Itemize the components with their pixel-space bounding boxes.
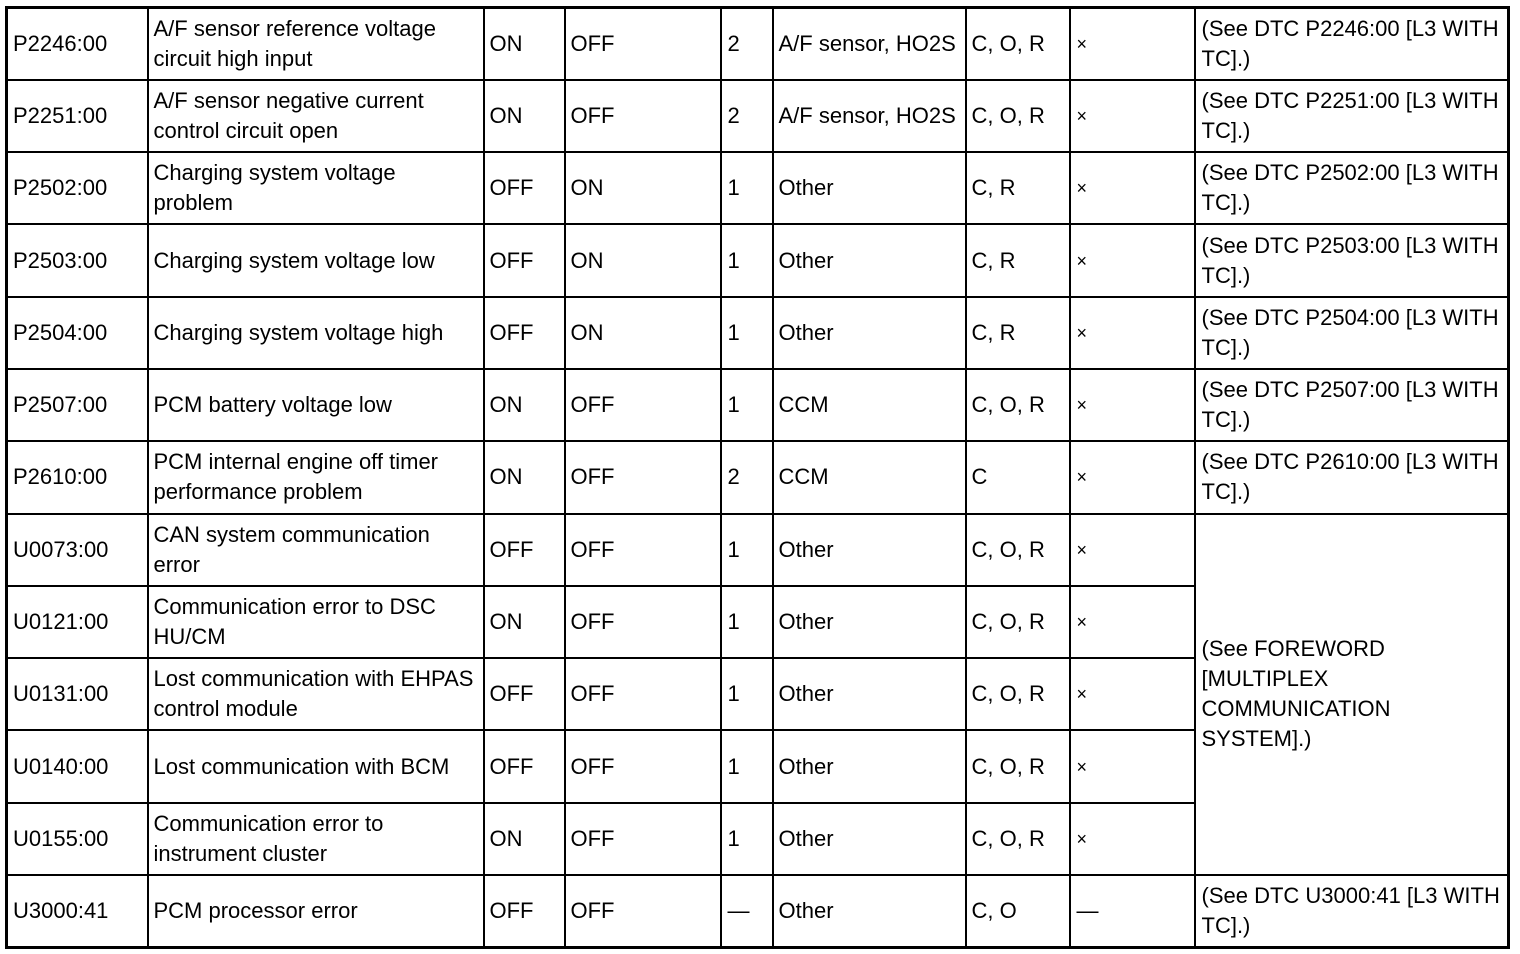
monitor-item: CCM [773,441,966,513]
dtc-description: Charging system voltage problem [148,152,484,224]
gen-status: OFF [565,441,721,513]
self-test-mark: × [1070,730,1195,802]
mil-status: OFF [484,730,565,802]
self-test-mark: — [1070,875,1195,947]
monitor-item: Other [773,586,966,658]
self-test-mark: × [1070,152,1195,224]
dtc-description: PCM processor error [148,875,484,947]
table-row [7,875,1509,947]
table-row [7,224,1509,296]
dtc-description: Charging system voltage low [148,224,484,296]
gen-status: OFF [565,875,721,947]
monitor-item: Other [773,730,966,802]
self-test-mark: × [1070,586,1195,658]
gen-status: ON [565,297,721,369]
dtc-description: Charging system voltage high [148,297,484,369]
table-row [7,369,1509,441]
memory-function: C, R [966,297,1070,369]
dtc-table [5,6,1510,949]
mil-status: OFF [484,297,565,369]
self-test-mark: × [1070,224,1195,296]
drive-cycle: 1 [721,152,773,224]
drive-cycle: — [721,875,773,947]
reference-page: (See DTC P2507:00 [L3 WITH TC].) [1195,369,1509,441]
dtc-code: U0073:00 [7,514,148,586]
gen-status: OFF [565,658,721,730]
mil-status: ON [484,803,565,875]
self-test-mark: × [1070,803,1195,875]
self-test-mark: × [1070,658,1195,730]
table-row [7,8,1509,80]
drive-cycle: 1 [721,224,773,296]
dtc-description: Lost communication with BCM [148,730,484,802]
reference-page: (See DTC U3000:41 [L3 WITH TC].) [1195,875,1509,947]
drive-cycle: 2 [721,8,773,80]
gen-status: ON [565,224,721,296]
table-row [7,80,1509,152]
dtc-code: P2502:00 [7,152,148,224]
dtc-description: PCM internal engine off timer performance problem [148,441,484,513]
mil-status: ON [484,369,565,441]
merged-reference-page: (See FOREWORD [MULTIPLEX COMMUNICATION SYSTEM].) [1195,514,1509,875]
mil-status: OFF [484,875,565,947]
memory-function: C, O, R [966,658,1070,730]
dtc-table-body [7,8,1509,948]
self-test-mark: × [1070,441,1195,513]
dtc-code: P2246:00 [7,8,148,80]
gen-status: ON [565,152,721,224]
drive-cycle: 1 [721,297,773,369]
monitor-item: Other [773,297,966,369]
self-test-mark: × [1070,514,1195,586]
reference-page: (See DTC P2610:00 [L3 WITH TC].) [1195,441,1509,513]
memory-function: C, O, R [966,586,1070,658]
dtc-description: Communication error to DSC HU/CM [148,586,484,658]
drive-cycle: 2 [721,80,773,152]
dtc-code: U3000:41 [7,875,148,947]
reference-page: (See DTC P2503:00 [L3 WITH TC].) [1195,224,1509,296]
memory-function: C, O, R [966,369,1070,441]
dtc-code: P2610:00 [7,441,148,513]
memory-function: C, O, R [966,803,1070,875]
memory-function: C, R [966,152,1070,224]
mil-status: ON [484,441,565,513]
monitor-item: Other [773,514,966,586]
dtc-code: U0155:00 [7,803,148,875]
mil-status: OFF [484,658,565,730]
reference-page: (See DTC P2502:00 [L3 WITH TC].) [1195,152,1509,224]
dtc-code: P2507:00 [7,369,148,441]
drive-cycle: 1 [721,514,773,586]
drive-cycle: 1 [721,803,773,875]
reference-page: (See DTC P2246:00 [L3 WITH TC].) [1195,8,1509,80]
mil-status: OFF [484,224,565,296]
memory-function: C, O, R [966,514,1070,586]
dtc-code: P2251:00 [7,80,148,152]
reference-page: (See DTC P2504:00 [L3 WITH TC].) [1195,297,1509,369]
mil-status: ON [484,586,565,658]
monitor-item: A/F sensor, HO2S [773,8,966,80]
self-test-mark: × [1070,369,1195,441]
monitor-item: Other [773,658,966,730]
dtc-code: P2503:00 [7,224,148,296]
dtc-code: U0131:00 [7,658,148,730]
dtc-code: P2504:00 [7,297,148,369]
dtc-description: CAN system communication error [148,514,484,586]
dtc-code: U0121:00 [7,586,148,658]
dtc-description: PCM battery voltage low [148,369,484,441]
gen-status: OFF [565,369,721,441]
drive-cycle: 1 [721,730,773,802]
table-row [7,152,1509,224]
gen-status: OFF [565,514,721,586]
gen-status: OFF [565,8,721,80]
drive-cycle: 1 [721,369,773,441]
mil-status: ON [484,8,565,80]
dtc-description: Lost communication with EHPAS control module [148,658,484,730]
memory-function: C [966,441,1070,513]
self-test-mark: × [1070,297,1195,369]
memory-function: C, R [966,224,1070,296]
dtc-description: A/F sensor reference voltage circuit high input [148,8,484,80]
gen-status: OFF [565,80,721,152]
table-row [7,297,1509,369]
dtc-code: U0140:00 [7,730,148,802]
table-row [7,514,1509,586]
dtc-description: Communication error to instrument cluster [148,803,484,875]
dtc-description: A/F sensor negative current control circuit open [148,80,484,152]
gen-status: OFF [565,586,721,658]
drive-cycle: 1 [721,586,773,658]
mil-status: OFF [484,152,565,224]
gen-status: OFF [565,803,721,875]
monitor-item: Other [773,803,966,875]
monitor-item: CCM [773,369,966,441]
mil-status: OFF [484,514,565,586]
memory-function: C, O [966,875,1070,947]
monitor-item: Other [773,875,966,947]
monitor-item: A/F sensor, HO2S [773,80,966,152]
memory-function: C, O, R [966,8,1070,80]
gen-status: OFF [565,730,721,802]
drive-cycle: 2 [721,441,773,513]
mil-status: ON [484,80,565,152]
self-test-mark: × [1070,8,1195,80]
monitor-item: Other [773,224,966,296]
table-row [7,441,1509,513]
self-test-mark: × [1070,80,1195,152]
drive-cycle: 1 [721,658,773,730]
memory-function: C, O, R [966,730,1070,802]
reference-page: (See DTC P2251:00 [L3 WITH TC].) [1195,80,1509,152]
monitor-item: Other [773,152,966,224]
memory-function: C, O, R [966,80,1070,152]
